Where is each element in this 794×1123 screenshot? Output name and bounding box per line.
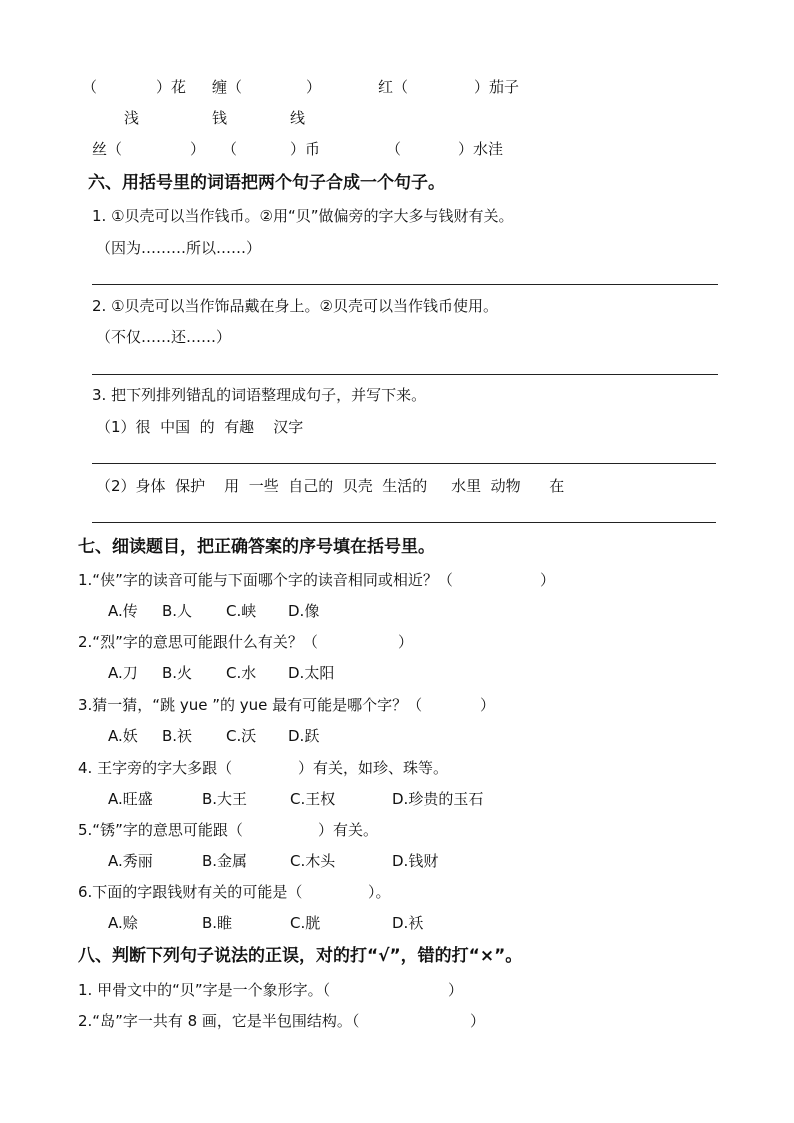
fill-row1-close2: ） <box>306 78 322 96</box>
section8-q1-close: ） <box>448 981 464 999</box>
section7-q3-option-b[interactable]: B.祆 <box>162 727 193 745</box>
answer-line-q3-1[interactable] <box>92 463 716 464</box>
section7-q5-option-c[interactable]: C.木头 <box>290 852 336 870</box>
section8-q2-close: ） <box>470 1012 486 1030</box>
fill-row1-hua: ）花 <box>156 78 187 96</box>
section7-q1: 1.“侠”字的读音可能与下面哪个字的读音相同或相近？（ <box>78 571 453 589</box>
section6-q2-hint: （不仅……还……） <box>96 328 232 346</box>
section7-q5-option-a[interactable]: A.秀丽 <box>108 852 153 870</box>
section7-q6-option-d[interactable]: D.袄 <box>392 914 424 932</box>
section7-q2-close: ） <box>398 633 414 651</box>
fill-row3-si: 丝（ <box>92 140 123 158</box>
section7-heading: 七、细读题目，把正确答案的序号填在括号里。 <box>78 537 435 557</box>
fill-row1-open1: （ <box>82 78 98 96</box>
answer-line-q2[interactable] <box>92 374 718 375</box>
section7-q6: 6.下面的字跟钱财有关的可能是（ <box>78 883 303 901</box>
section7-q5-option-b[interactable]: B.金属 <box>202 852 248 870</box>
section7-q6-option-c[interactable]: C.胱 <box>290 914 321 932</box>
section6-q1-hint: （因为………所以……） <box>96 239 262 257</box>
section7-q3-close: ） <box>480 696 496 714</box>
section7-q1-close: ） <box>540 571 556 589</box>
section7-q3-option-d[interactable]: D.跃 <box>288 727 320 745</box>
section7-q4-option-d[interactable]: D.珍贵的玉石 <box>392 790 484 808</box>
section7-q6-close: ）。 <box>368 883 391 901</box>
fill-row2-qian2: 钱 <box>212 109 228 127</box>
fill-row3-bi: ）币 <box>290 140 321 158</box>
fill-row3-shuiwa: ）水洼 <box>458 140 504 158</box>
section7-q5-close: ）有关。 <box>318 821 379 839</box>
section7-q4-option-c[interactable]: C.王权 <box>290 790 336 808</box>
fill-row3-close1: ） <box>190 140 206 158</box>
fill-row2-xian: 线 <box>290 109 306 127</box>
section6-q3-1: （1）很 中国 的 有趣 汉字 <box>96 418 304 436</box>
section7-q5: 5.“锈”字的意思可能跟（ <box>78 821 243 839</box>
answer-line-q1[interactable] <box>92 284 718 285</box>
fill-row3-open2: （ <box>222 140 238 158</box>
answer-line-q3-2[interactable] <box>92 522 716 523</box>
section7-q1-option-d[interactable]: D.像 <box>288 602 320 620</box>
section7-q3-option-a[interactable]: A.妖 <box>108 727 138 745</box>
section6-q2: 2. ①贝壳可以当作饰品戴在身上。②贝壳可以当作钱币使用。 <box>92 297 498 315</box>
fill-row1-hong: 红（ <box>378 78 409 96</box>
fill-row2-qian: 浅 <box>124 109 140 127</box>
section6-q3: 3. 把下列排列错乱的词语整理成句子，并写下来。 <box>92 386 427 404</box>
section8-heading: 八、判断下列句子说法的正误，对的打“√”，错的打“×”。 <box>78 946 523 966</box>
section7-q1-option-a[interactable]: A.传 <box>108 602 138 620</box>
section6-heading: 六、用括号里的词语把两个句子合成一个句子。 <box>88 173 445 193</box>
section7-q4-close: ）有关，如珍、珠等。 <box>298 759 449 777</box>
section7-q1-option-b[interactable]: B.人 <box>162 602 193 620</box>
section7-q6-option-a[interactable]: A.赊 <box>108 914 138 932</box>
section7-q2-option-a[interactable]: A.刀 <box>108 664 138 682</box>
fill-row1-chan: 缠（ <box>212 78 243 96</box>
section8-q1: 1. 甲骨文中的“贝”字是一个象形字。（ <box>78 981 331 999</box>
section6-q3-2: （2）身体 保护 用 一些 自己的 贝壳 生活的 水里 动物 在 <box>96 477 565 495</box>
fill-row1-qiezi: ）茄子 <box>474 78 520 96</box>
section7-q4: 4. 王字旁的字大多跟（ <box>78 759 233 777</box>
section7-q2-option-c[interactable]: C.水 <box>226 664 257 682</box>
section7-q1-option-c[interactable]: C.峡 <box>226 602 257 620</box>
section7-q3: 3.猜一猜，“跳 yue ”的 yue 最有可能是哪个字？（ <box>78 696 423 714</box>
section7-q2-option-b[interactable]: B.火 <box>162 664 193 682</box>
section7-q2-option-d[interactable]: D.太阳 <box>288 664 335 682</box>
section7-q5-option-d[interactable]: D.钱财 <box>392 852 439 870</box>
section7-q4-option-a[interactable]: A.旺盛 <box>108 790 153 808</box>
section7-q3-option-c[interactable]: C.沃 <box>226 727 257 745</box>
section6-q1: 1. ①贝壳可以当作钱币。②用“贝”做偏旁的字大多与钱财有关。 <box>92 207 514 225</box>
section7-q4-option-b[interactable]: B.大王 <box>202 790 248 808</box>
section7-q2: 2.“烈”字的意思可能跟什么有关？（ <box>78 633 318 651</box>
section8-q2: 2.“岛”字一共有 8 画，它是半包围结构。（ <box>78 1012 360 1030</box>
fill-row3-open3: （ <box>386 140 402 158</box>
section7-q6-option-b[interactable]: B.睢 <box>202 914 233 932</box>
